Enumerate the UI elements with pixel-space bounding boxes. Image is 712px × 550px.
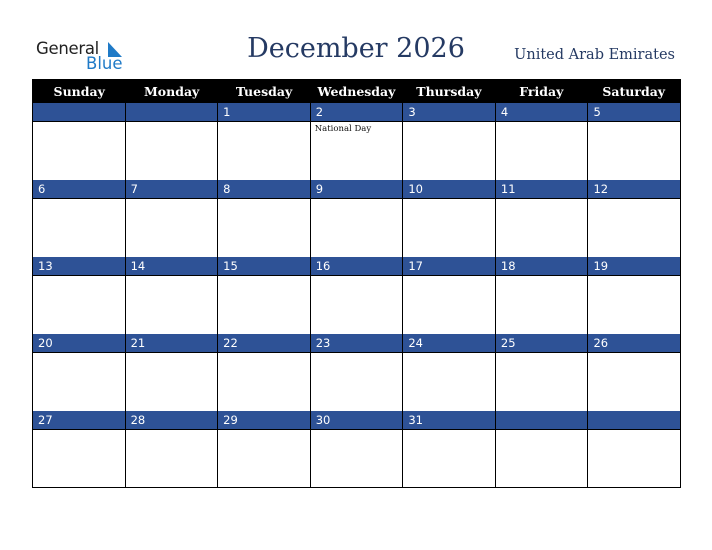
day-cell[interactable] (310, 199, 403, 257)
logo-text-blue: Blue (86, 54, 123, 73)
day-number: 12 (587, 180, 680, 198)
week-row (33, 334, 680, 411)
day-cells-row (33, 121, 680, 180)
day-cell[interactable] (217, 276, 310, 334)
week-row (33, 411, 680, 487)
weekday-label: Saturday (602, 84, 666, 99)
day-number: 27 (38, 413, 53, 427)
day-number: 7 (125, 180, 218, 198)
day-cell[interactable] (402, 276, 495, 334)
calendar-title: December 2026 (247, 33, 465, 64)
day-cell[interactable] (587, 430, 680, 487)
day-number (125, 103, 218, 121)
weekday-label: Wednesday (317, 84, 396, 99)
day-number: 18 (495, 257, 588, 275)
day-cell[interactable] (402, 199, 495, 257)
day-cell[interactable] (495, 199, 588, 257)
day-number: 16 (310, 257, 403, 275)
week-row (33, 257, 680, 334)
day-number: 5 (587, 103, 680, 121)
day-cell[interactable] (587, 276, 680, 334)
weekday-label: Monday (143, 84, 200, 99)
day-cell[interactable] (33, 122, 125, 180)
day-number: 29 (217, 411, 310, 429)
date-number-bar (33, 180, 680, 198)
day-cell[interactable] (33, 276, 125, 334)
day-number: 2 (310, 103, 403, 121)
day-number: 31 (402, 411, 495, 429)
weekday-label: Thursday (416, 84, 482, 99)
day-cell[interactable] (125, 199, 218, 257)
day-cell[interactable] (217, 430, 310, 487)
day-cell[interactable] (217, 122, 310, 180)
day-cell[interactable] (310, 122, 403, 180)
day-cell[interactable] (587, 122, 680, 180)
day-cells-row (33, 429, 680, 487)
day-number: 20 (38, 336, 53, 350)
day-number (587, 411, 680, 429)
day-cell[interactable] (495, 122, 588, 180)
day-number: 21 (125, 334, 218, 352)
day-number: 9 (310, 180, 403, 198)
day-number: 26 (587, 334, 680, 352)
calendar-grid (32, 79, 681, 488)
date-number-bar (33, 257, 680, 275)
country-name: United Arab Emirates (514, 47, 675, 63)
day-cell[interactable] (125, 430, 218, 487)
logo-text-general: General (36, 39, 99, 58)
day-cell[interactable] (495, 276, 588, 334)
day-number: 4 (495, 103, 588, 121)
day-number (33, 103, 125, 121)
day-number: 24 (402, 334, 495, 352)
weekday-header (33, 80, 680, 103)
week-row (33, 180, 680, 257)
day-number: 22 (217, 334, 310, 352)
day-number: 3 (402, 103, 495, 121)
day-cells-row (33, 352, 680, 411)
weekday-label: Friday (519, 84, 564, 99)
day-number: 17 (402, 257, 495, 275)
day-cell[interactable] (495, 353, 588, 411)
day-cell[interactable] (402, 430, 495, 487)
day-number: 25 (495, 334, 588, 352)
day-cell[interactable] (33, 199, 125, 257)
day-cell[interactable] (33, 430, 125, 487)
week-row (33, 103, 680, 180)
day-cell[interactable] (217, 353, 310, 411)
day-cell[interactable] (33, 353, 125, 411)
day-cell[interactable] (587, 199, 680, 257)
date-number-bar (33, 103, 680, 121)
date-number-bar (33, 334, 680, 352)
day-number: 13 (38, 259, 53, 273)
holiday-label: National Day (314, 124, 372, 134)
day-cell[interactable] (310, 430, 403, 487)
date-number-bar (33, 411, 680, 429)
day-cell[interactable] (125, 353, 218, 411)
day-cell[interactable] (125, 122, 218, 180)
day-number: 8 (217, 180, 310, 198)
day-number: 15 (217, 257, 310, 275)
day-number: 23 (310, 334, 403, 352)
weekday-label: Tuesday (235, 84, 293, 99)
day-cell[interactable] (587, 353, 680, 411)
day-cells-row (33, 198, 680, 257)
day-cell[interactable] (125, 276, 218, 334)
day-number: 28 (125, 411, 218, 429)
day-number: 11 (495, 180, 588, 198)
day-cell[interactable] (310, 353, 403, 411)
day-number (495, 411, 588, 429)
weekday-label: Sunday (53, 84, 105, 99)
day-number: 10 (402, 180, 495, 198)
day-cell[interactable] (402, 353, 495, 411)
day-cell[interactable] (402, 122, 495, 180)
day-number: 14 (125, 257, 218, 275)
day-cells-row (33, 275, 680, 334)
day-number: 6 (38, 182, 46, 196)
day-cell[interactable] (217, 199, 310, 257)
day-number: 30 (310, 411, 403, 429)
day-cell[interactable] (495, 430, 588, 487)
day-number: 19 (587, 257, 680, 275)
day-number: 1 (217, 103, 310, 121)
day-cell[interactable] (310, 276, 403, 334)
